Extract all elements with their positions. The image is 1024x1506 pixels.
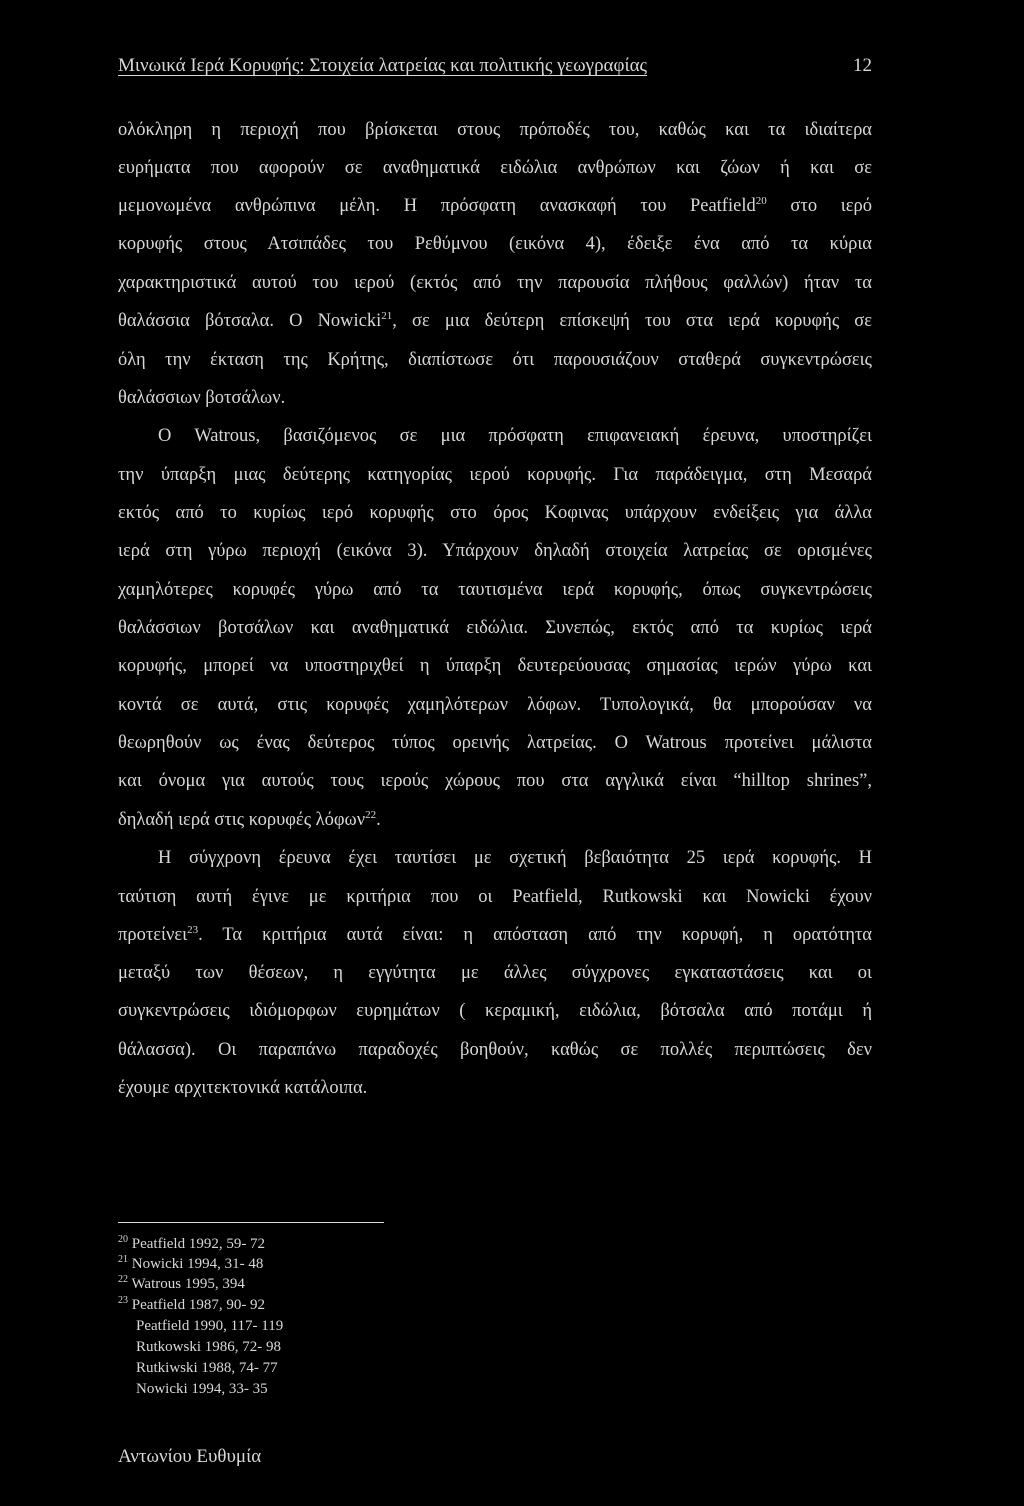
body-line: O Watrous, βασιζόμενος σε μια πρόσφατη επιφανειακή έρευνα, υποστηρίζει xyxy=(158,426,872,446)
body-text: . xyxy=(376,810,381,830)
footnote-continuation: Rutkiwski 1988, 74- 77 xyxy=(136,1360,278,1376)
body-text: . Τα κριτήρια αυτά είναι: η απόσταση από την κορυφή, η ορατότητα xyxy=(198,925,872,945)
body-line: ευρήματα που αφορούν σε αναθηματικά ειδώλια ανθρώπων και ζώων ή και σε xyxy=(118,158,872,178)
running-header-title: Μινωικά Ιερά Κορυφής: Στοιχεία λατρείας και πολιτικής γεωγραφίας xyxy=(118,55,648,76)
body-text: δηλαδή ιερά στις κορυφές λόφων xyxy=(118,810,366,830)
footnote-text: Watrous 1995, 394 xyxy=(128,1276,245,1292)
footnote-text: Peatfield 1992, 59- 72 xyxy=(128,1236,266,1252)
footnote-number: 20 xyxy=(118,1234,128,1245)
running-header xyxy=(118,52,872,80)
body-line: κορυφής στους Ατσιπάδες του Ρεθύμνου (εικόνα 4), έδειξε ένα από τα κύρια xyxy=(118,234,872,254)
body-line: θαλάσσιων βοτσάλων και αναθηματικά ειδώλια. Συνεπώς, εκτός από τα κυρίως ιερά xyxy=(118,618,872,638)
body-line xyxy=(118,925,872,946)
footnote-item xyxy=(118,1297,265,1314)
body-text: , σε μια δεύτερη επίσκεψή του στα ιερά κορυφής σε xyxy=(392,311,872,331)
body-line: θεωρηθούν ως ένας δεύτερος τύπος ορεινής λατρείας. O Watrous προτείνει μάλιστα xyxy=(118,733,872,753)
footnote-text: Peatfield 1987, 90- 92 xyxy=(128,1297,266,1313)
body-line: κορυφής, μπορεί να υποστηριχθεί η ύπαρξη δευτερεύουσας σημασίας ιερών γύρω και xyxy=(118,656,872,676)
body-line: συγκεντρώσεις ιδιόμορφων ευρημάτων ( κεραμική, ειδώλια, βότσαλα από ποτάμι ή xyxy=(118,1001,872,1021)
body-line: και όνομα για αυτούς τους ιερούς χώρους που στα αγγλικά είναι “hilltop shrines”, xyxy=(118,771,872,791)
footnote-continuation: Nowicki 1994, 33- 35 xyxy=(136,1381,268,1397)
footnote-ref-21[interactable]: 21 xyxy=(381,309,393,322)
body-line: θαλάσσιων βοτσάλων. xyxy=(118,388,286,408)
body-line: Η σύγχρονη έρευνα έχει ταυτίσει με σχετική βεβαιότητα 25 ιερά κορυφής. Η xyxy=(158,848,872,868)
footnote-number: 23 xyxy=(118,1295,128,1306)
body-line: έχουμε αρχιτεκτονικά κατάλοιπα. xyxy=(118,1078,368,1098)
footnote-item xyxy=(118,1236,265,1253)
footnote-item xyxy=(118,1276,245,1293)
body-line: όλη την έκταση της Κρήτης, διαπίστωσε ότι παρουσιάζουν σταθερά συγκεντρώσεις xyxy=(118,350,872,370)
footnote-item xyxy=(118,1256,263,1273)
body-text: θαλάσσια βότσαλα. O Nowicki xyxy=(118,311,382,331)
body-line xyxy=(118,810,872,831)
body-line xyxy=(118,196,872,217)
body-line: κοντά σε αυτά, στις κορυφές χαμηλότερων λόφων. Τυπολογικά, θα μπορούσαν να xyxy=(118,695,872,715)
body-line: χαμηλότερες κορυφές γύρω από τα ταυτισμένα ιερά κορυφής, όπως συγκεντρώσεις xyxy=(118,580,872,600)
footnote-divider xyxy=(118,1222,384,1223)
footnote-ref-20[interactable]: 20 xyxy=(755,194,767,207)
footnote-continuation: Rutkowski 1986, 72- 98 xyxy=(136,1339,282,1355)
body-line: την ύπαρξη μιας δεύτερης κατηγορίας ιερού κορυφής. Για παράδειγμα, στη Μεσαρά xyxy=(118,465,872,485)
footnote-number: 21 xyxy=(118,1254,128,1265)
body-text: προτείνει xyxy=(118,925,188,945)
body-line: ολόκληρη η περιοχή που βρίσκεται στους πρόποδές του, καθώς και τα ιδιαίτερα xyxy=(118,120,872,140)
body-line: ιερά στη γύρω περιοχή (εικόνα 3). Υπάρχουν δηλαδή στοιχεία λατρείας σε ορισμένες xyxy=(118,541,872,561)
footnote-ref-23[interactable]: 23 xyxy=(187,923,199,936)
footnote-text: Nowicki 1994, 31- 48 xyxy=(128,1256,264,1272)
body-line: μεταξύ των θέσεων, η εγγύτητα με άλλες σύγχρονες εγκαταστάσεις και οι xyxy=(118,963,872,983)
footnote-continuation: Peatfield 1990, 117- 119 xyxy=(136,1318,284,1334)
body-line: εκτός από το κυρίως ιερό κορυφής στο όρος Κοφινας υπάρχουν ενδείξεις για άλλα xyxy=(118,503,872,523)
author-name: Αντωνίου Ευθυμία xyxy=(118,1446,262,1467)
body-line: χαρακτηριστικά αυτού του ιερού (εκτός από την παρουσία πλήθους φαλλών) ήταν τα xyxy=(118,273,872,293)
body-line xyxy=(118,311,872,332)
footnote-number: 22 xyxy=(118,1274,128,1285)
body-line: θάλασσα). Οι παραπάνω παραδοχές βοηθούν, καθώς σε πολλές περιπτώσεις δεν xyxy=(118,1040,872,1060)
body-line: ταύτιση αυτή έγινε με κριτήρια που οι Peatfield, Rutkowski και Nowicki έχουν xyxy=(118,887,872,907)
body-text: μεμονωμένα ανθρώπινα μέλη. Η πρόσφατη ανασκαφή του Peatfield xyxy=(118,196,756,216)
body-text: στο ιερό xyxy=(766,196,873,216)
footnote-ref-22[interactable]: 22 xyxy=(365,808,377,821)
page-number: 12 xyxy=(853,55,872,76)
